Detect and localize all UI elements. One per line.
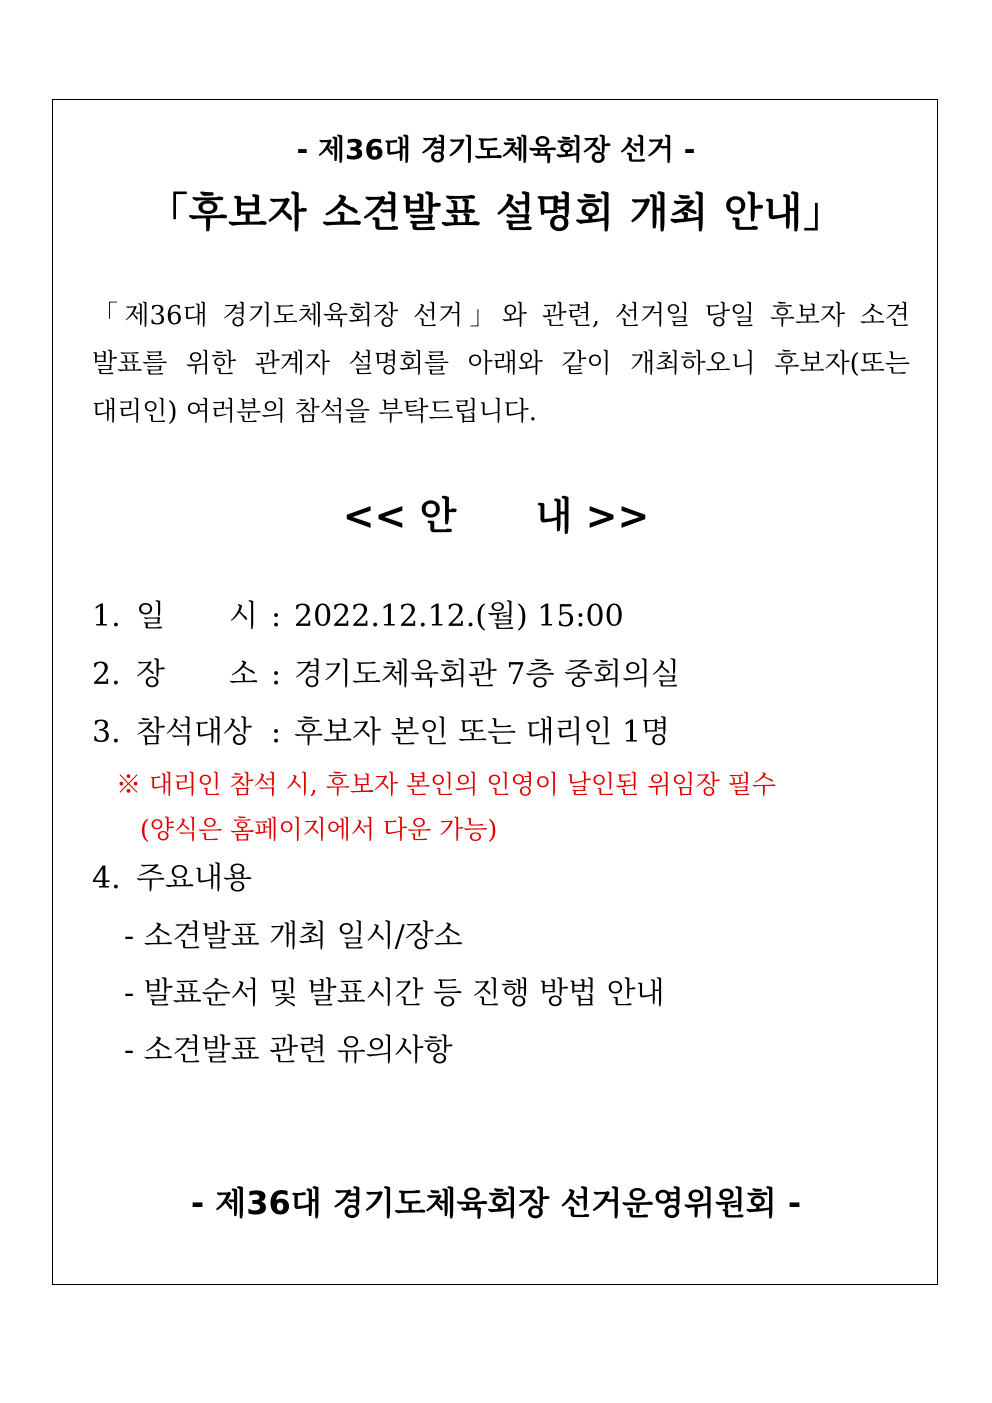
- item-label: 참석대상: [136, 715, 252, 750]
- item-colon: :: [270, 657, 282, 692]
- item-number: 2.: [92, 657, 121, 692]
- item-value: 2022.12.12.(월) 15:00: [294, 599, 624, 634]
- intro-line-3: 대리인) 여러분의 참석을 부탁드립니다.: [92, 397, 538, 427]
- proxy-note-line-1: ※ 대리인 참석 시, 후보자 본인의 인영이 날인된 위임장 필수: [116, 770, 776, 799]
- item-number: 4.: [92, 861, 121, 896]
- notice-subtitle: - 제36대 경기도체육회장 선거 -: [296, 133, 696, 166]
- item-colon: :: [270, 715, 282, 750]
- item-value: 경기도체육회관 7층 중회의실: [294, 657, 680, 692]
- contents-item: - 소견발표 관련 유의사항: [124, 1033, 453, 1068]
- notice-title: 「후보자 소견발표 설명회 개최 안내」: [147, 190, 845, 236]
- organizer-footer: - 제36대 경기도체육회장 선거운영위원회 -: [190, 1184, 802, 1222]
- contents-item: - 발표순서 및 발표시간 등 진행 방법 안내: [124, 976, 665, 1011]
- intro-line-1: 「제36대 경기도체육회장 선거」와 관련, 선거일 당일 후보자 소견: [92, 301, 910, 331]
- item-value: 후보자 본인 또는 대리인 1명: [294, 715, 671, 750]
- item-label: 장 소: [136, 657, 258, 692]
- item-attendees: [92, 714, 670, 752]
- item-number: 3.: [92, 715, 121, 750]
- intro-line-2: 발표를 위한 관계자 설명회를 아래와 같이 개최하오니 후보자(또는: [92, 349, 910, 379]
- item-colon: :: [270, 599, 282, 634]
- item-datetime: [92, 598, 624, 636]
- contents-item: - 소견발표 개최 일시/장소: [124, 919, 463, 954]
- item-main-contents: [92, 860, 252, 898]
- item-number: 1.: [92, 599, 121, 634]
- item-label: 일 시: [136, 599, 258, 634]
- item-label: 주요내용: [136, 861, 252, 896]
- proxy-note-line-2: (양식은 홈페이지에서 다운 가능): [140, 815, 498, 844]
- section-heading: << 안 내 >>: [342, 494, 650, 538]
- item-place: [92, 656, 680, 694]
